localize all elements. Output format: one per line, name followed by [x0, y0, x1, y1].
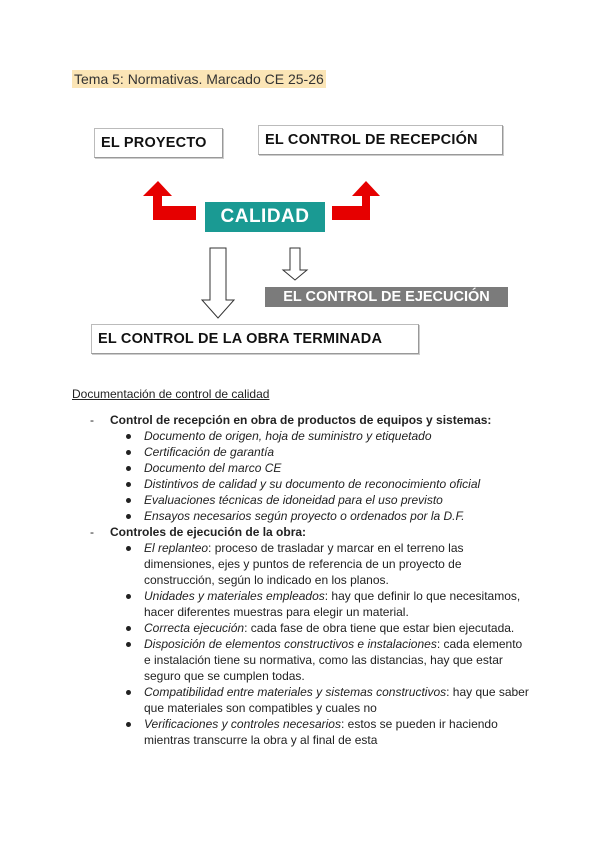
outline-arrow-down-large-icon: [202, 248, 234, 318]
section-title: Controles de ejecución de la obra:: [110, 525, 307, 539]
page-title: Tema 5: Normativas. Marcado CE 25-26: [74, 71, 324, 87]
item-term: Verificaciones y controles necesarios: [144, 717, 341, 731]
sub-list: [110, 428, 532, 524]
bullet-icon: [126, 482, 131, 487]
list-item: [144, 460, 532, 476]
box-el-proyecto: EL PROYECTO: [94, 128, 223, 158]
bullet-icon: [126, 722, 131, 727]
list-item: [144, 492, 532, 508]
bullet-icon: [126, 546, 131, 551]
section-title: Control de recepción en obra de productos de equipos y sistemas:: [110, 413, 492, 427]
bullet-icon: [126, 466, 131, 471]
bullet-icon: [126, 690, 131, 695]
box-control-ejecucion: EL CONTROL DE EJECUCIÓN: [265, 287, 508, 307]
bullet-icon: [126, 642, 131, 647]
bullet-icon: [126, 450, 131, 455]
item-term: Ensayos necesarios según proyecto o ordenados por la D.F.: [144, 509, 465, 523]
list-item: [144, 684, 532, 716]
list-item: [144, 428, 532, 444]
bullet-icon: [126, 434, 131, 439]
red-arrow-right-icon: [332, 181, 380, 220]
item-text: : cada elemento e instalación tiene su normativa, como las distancias, hay que estar seguro que se cumplen todas.: [144, 637, 523, 683]
item-term: Distintivos de calidad y su documento de reconocimiento oficial: [144, 477, 481, 491]
item-term: Documento del marco CE: [144, 461, 282, 475]
item-term: Certificación de garantía: [144, 445, 275, 459]
sections-list: [72, 412, 532, 748]
item-term: El replanteo: [144, 541, 209, 555]
diagram-arrows: [0, 0, 600, 380]
list-item: [144, 620, 532, 636]
bullet-icon: [126, 498, 131, 503]
bullet-icon: [126, 514, 131, 519]
item-term: Correcta ejecución: [144, 621, 245, 635]
list-item: [144, 636, 532, 684]
dash-bullet: -: [90, 525, 94, 539]
item-term: Compatibilidad entre materiales y sistemas constructivos: [144, 685, 447, 699]
list-item: [144, 476, 532, 492]
doc-heading: Documentación de control de calidad: [72, 387, 270, 401]
item-term: Disposición de elementos constructivos e instalaciones: [144, 637, 437, 651]
list-item: [144, 716, 532, 748]
bullet-icon: [126, 594, 131, 599]
section-item: [72, 412, 532, 524]
dash-bullet: -: [90, 413, 94, 427]
section-item: [72, 524, 532, 748]
item-text: : estos se pueden ir haciendo mientras transcurre la obra y al final de esta: [144, 717, 498, 747]
list-item: [144, 444, 532, 460]
document-body: [72, 386, 532, 748]
item-term: Documento de origen, hoja de suministro y etiquetado: [144, 429, 432, 443]
item-text: : cada fase de obra tiene que estar bien ejecutada.: [244, 621, 515, 635]
sub-list: [110, 540, 532, 748]
list-item: [144, 540, 532, 588]
outline-arrow-down-small-icon: [283, 248, 307, 280]
list-item: [144, 508, 532, 524]
item-term: Unidades y materiales empleados: [144, 589, 325, 603]
box-control-obra-terminada: EL CONTROL DE LA OBRA TERMINADA: [91, 324, 419, 354]
quality-control-diagram: [0, 0, 600, 380]
item-term: Evaluaciones técnicas de idoneidad para el uso previsto: [144, 493, 443, 507]
list-item: [144, 588, 532, 620]
red-arrow-left-icon: [143, 181, 196, 220]
item-text: : proceso de trasladar y marcar en el terreno las dimensiones, ejes y puntos de referencia de un proyecto de construcción, según lo indicado en los planos.: [144, 541, 464, 587]
item-text: : hay que definir lo que necesitamos, hacer diferentes muestras para elegir un material.: [144, 589, 521, 619]
box-control-recepcion: EL CONTROL DE RECEPCIÓN: [258, 125, 503, 155]
box-calidad: CALIDAD: [205, 202, 325, 232]
item-text: : hay que saber que materiales son compatibles y cuales no: [144, 685, 529, 715]
bullet-icon: [126, 626, 131, 631]
